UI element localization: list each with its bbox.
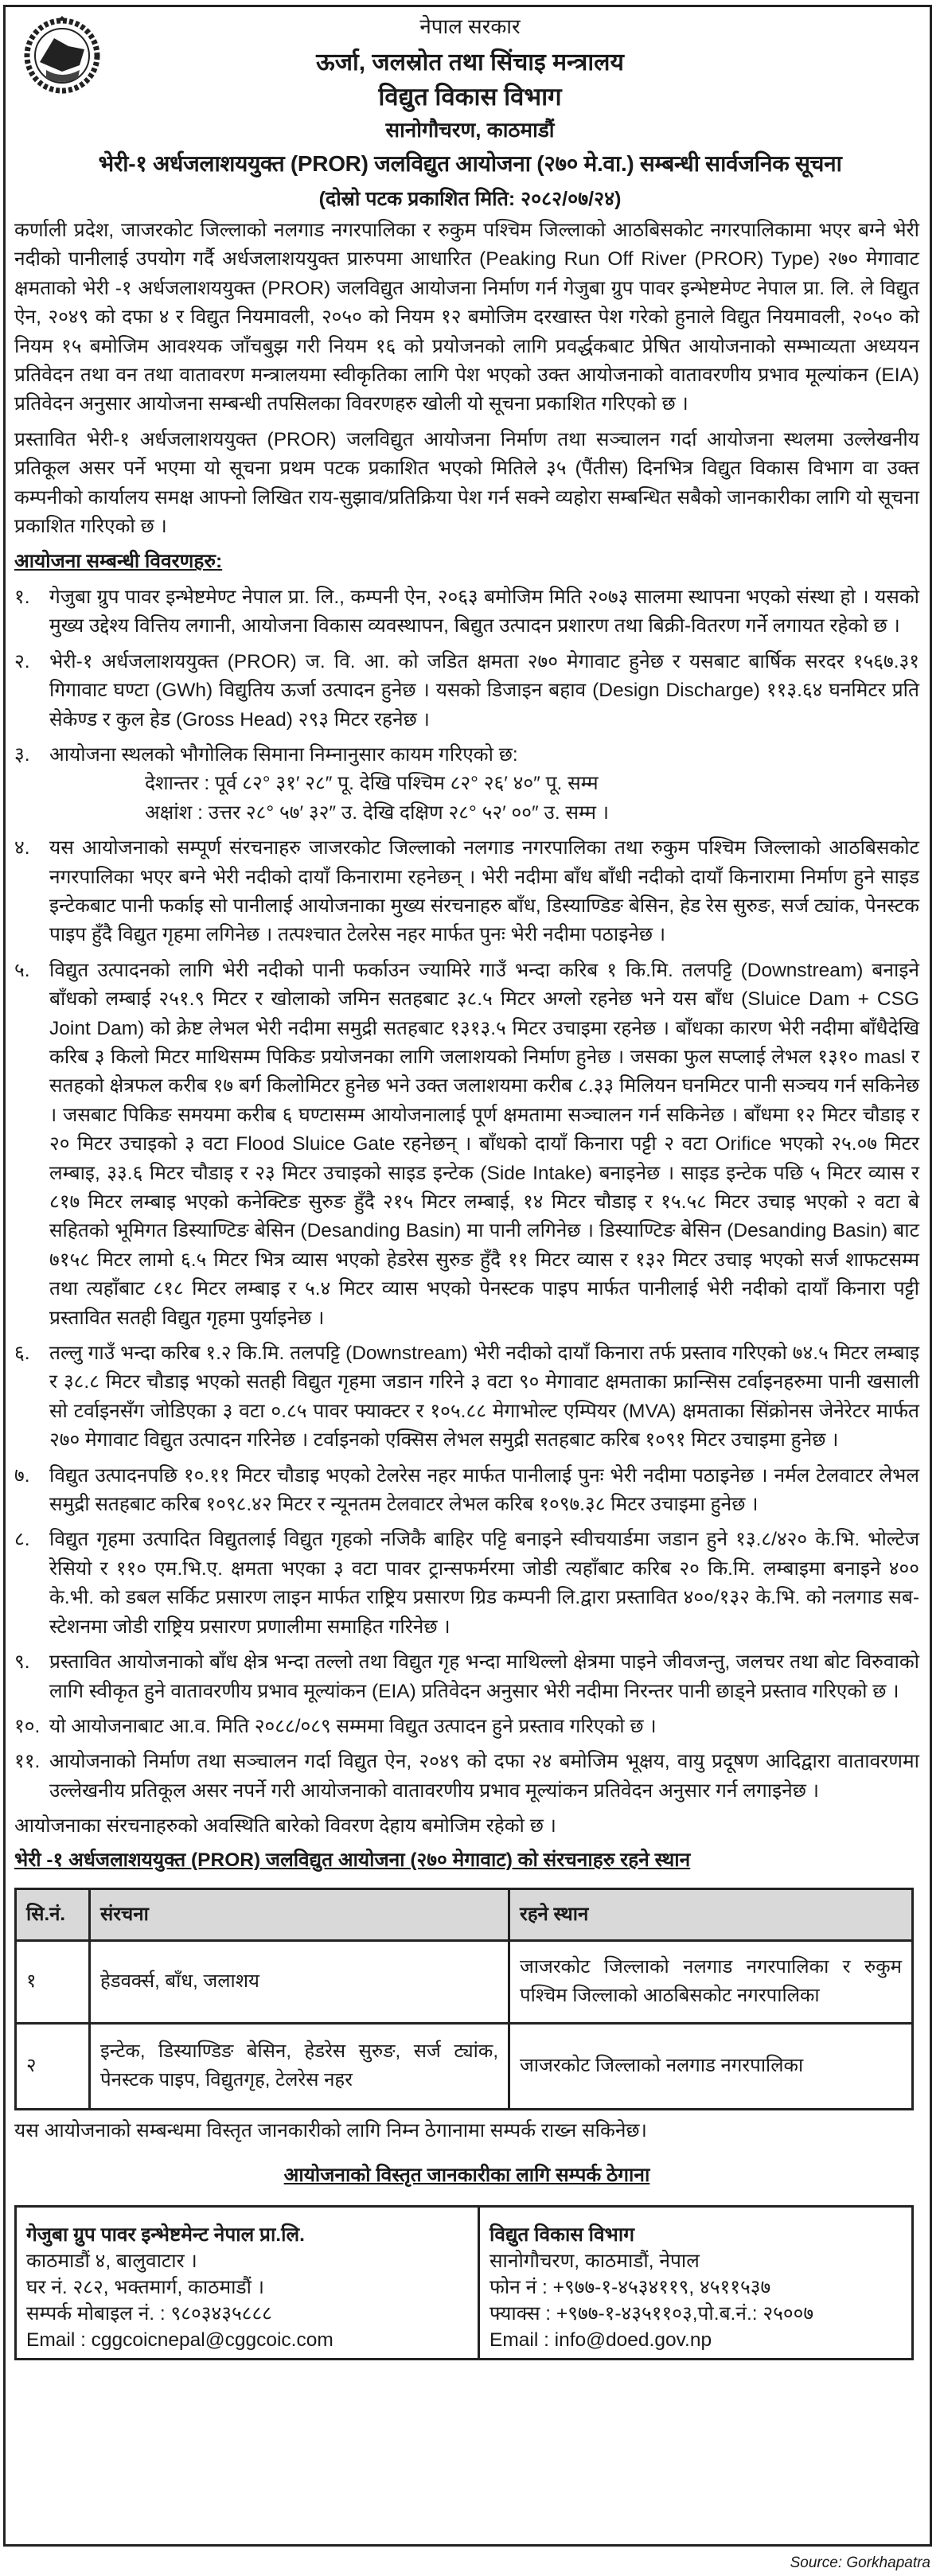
item-number: ३.: [14, 743, 30, 766]
item-text: यस आयोजनाको सम्पूर्ण संरचनाहरु जाजरकोट जिल्लाको नलगाड नगरपालिका तथा रुकुम पश्चिम जिल्लाको आठबिसकोट नगरपालिका भएर बग्ने भेरी नदीको दायाँ किनारामा रहनेछन् । भेरी नदीमा बाँध बाँधी नदीको दायाँ किनारामा निर्माण हुने साइड इन्टेकबाट पानी फर्काइ सो पानीलाई आयोजनाका मुख्य संरचनाहरु बाँध, डिस्याण्डिङ बेसिन, हेड रेस सुरुङ, सर्ज ट्यांक, पेनस्टक पाइप हुँदै विद्युत गृहमा लगिनेछ । तत्पश्चात टेलरेस नहर मार्फत पुनः भेरी नदीमा पठाइनेछ ।: [49, 837, 919, 946]
longitude-range: देशान्तर : पूर्व ८२° ३१′ २८″ पू. देखि पश्चिम ८२° २६′ ४०″ पू. सम्म: [145, 773, 599, 795]
list-item: [14, 1748, 919, 1806]
table-cell: जाजरकोट जिल्लाको नलगाड नगरपालिका: [509, 2023, 913, 2109]
list-item: [14, 648, 919, 735]
list-item: [14, 1339, 919, 1456]
column-header: सि.नं.: [16, 1888, 90, 1940]
table-cell: १: [16, 1940, 90, 2023]
intro-paragraph: प्रस्तावित भेरी-१ अर्धजलाशययुक्त (PROR) जलविद्युत आयोजना निर्माण तथा सञ्चालन गर्दा आयोजना स्थलमा उल्लेखनीय प्रतिकूल असर पर्ने भएमा यो सूचना प्रथम पटक प्रकाशित भएको मितिले ३५ (पैंतीस) दिनभित्र विद्युत विकास विभाग वा उक्त कम्पनीको कार्यालय समक्ष आफ्नो लिखित राय-सुझाव/प्रतिक्रिया पेश गर्न सक्ने व्यहोरा सम्बन्धित सबैको जानकारीका लागि यो सूचना प्रकाशित गरिएको छ ।: [14, 428, 919, 538]
item-number: १०.: [14, 1715, 41, 1737]
notice-body: [14, 216, 919, 2360]
contact-line: सानोगौचरण, काठमाडौं, नेपाल: [490, 2250, 700, 2272]
column-header: संरचना: [90, 1888, 509, 1940]
contact-line: काठमाडौं ४, बालुवाटार ।: [26, 2250, 197, 2272]
column-header: रहने स्थान: [509, 1888, 913, 1940]
list-item: [14, 834, 919, 950]
contact-email[interactable]: Email : info@doed.gov.np: [490, 2329, 712, 2351]
contact-name: गेजुबा ग्रुप पावर इन्भेष्टमेन्ट नेपाल प्रा.लि.: [26, 2223, 305, 2246]
table-title: भेरी -१ अर्धजलाशययुक्त (PROR) जलविद्युत आयोजना (२७० मेगावाट) को संरचनाहरु रहने स्थान: [14, 1849, 691, 1871]
table-cell: २: [16, 2023, 90, 2109]
item-text: गेजुबा ग्रुप पावर इन्भेष्टमेण्ट नेपाल प्रा. लि., कम्पनी ऐन, २०६३ बमोजिम मिति २०७३ सालमा स्थापना भएको संस्था हो । यसको मुख्य उद्देश्य वित्तिय लगानी, आयोजना विकास व्यवस्थापन, बिद्युत उत्पादन प्रशारण तथा बिक्री-वितरण गर्ने लगायत रहेको छ ।: [49, 586, 919, 637]
structures-table: [14, 1888, 914, 2110]
item-text: भेरी-१ अर्धजलाशययुक्त (PROR) ज. वि. आ. को जडित क्षमता २७० मेगावाट हुनेछ र यसबाट बार्षिक सरदर १५६७.३१ गिगावाट घण्टा (GWh) विद्युतिय ऊर्जा उत्पादन हुनेछ । यसको डिजाइन बहाव (Design Discharge) ११३.६४ घनमिटर प्रति सेकेण्ड र कुल हेड (Gross Head) २९३ मिटर रहनेछ ।: [49, 650, 919, 731]
contact-phone: सम्पर्क मोबाइल नं. : ९८०३४३५८८८: [26, 2302, 272, 2325]
item-number: ५.: [14, 959, 30, 981]
item-text: तल्लु गाउँ भन्दा करिब १.२ कि.मि. तलपट्टि (Downstream) भेरी नदीको दायाँ किनारा तर्फ प्रस्ताव गरिएको ७४.५ मिटर लम्बाइ र ३८.८ मिटर चौडाइ भएको सतही विद्युत गृहमा जडान गरिने ३ वटा ९० मेगावाट क्षमताका फ्रान्सिस टर्वाइनहरुमा पानी खसाली सो टर्वाइनसँग जोडिएका ३ वटा ०.८५ पावर फ्याक्टर र १०५.८८ मेगाभोल्ट एम्पियर (MVA) क्षमताका सिंक्रोनस जेनेरेटर मार्फत २७० मेगावाट विद्युत उत्पादन गरिनेछ । टर्वाइनको एक्सिस लेभल समुद्री सतहबाट करिब १०९१ मिटर उचाइमा हुनेछ ।: [49, 1343, 919, 1452]
contact-note: यस आयोजनाको सम्बन्धमा विस्तृत जानकारीको लागि निम्न ठेगानामा सम्पर्क राख्न सकिनेछ।: [14, 2119, 647, 2141]
contact-email[interactable]: Email : cggcoicnepal@cggcoic.com: [26, 2329, 333, 2351]
table-cell: हेडवर्क्स, बाँध, जलाशय: [90, 1940, 509, 2023]
item-number: ९.: [14, 1651, 30, 1674]
details-heading: आयोजना सम्बन्धी विवरणहरु:: [14, 551, 223, 573]
list-item: [14, 957, 919, 1333]
item-number: ४.: [14, 837, 30, 859]
table-row: [16, 1940, 913, 2023]
ministry-name: ऊर्जा, जलस्रोत तथा सिंचाइ मन्त्रालय: [316, 49, 624, 76]
item-text: यो आयोजनाबाट आ.व. मिति २०८८/०८९ सम्ममा विद्युत उत्पादन हुने प्रस्ताव गरिएको छ ।: [49, 1715, 657, 1737]
department-location: सानोगौचरण, काठमाडौं: [385, 118, 555, 142]
item-text: विद्युत उत्पादनपछि १०.११ मिटर चौडाइ भएको टेलरेस नहर मार्फत पानीलाई पुनः भेरी नदीमा पठाइनेछ । नर्मल टेलवाटर लेभल समुद्री सतहबाट करिब १०९८.४२ मिटर र न्यूनतम टेलवाटर लेभल करिब १०९७.३८ मिटर उचाइमा हुनेछ ।: [49, 1464, 919, 1516]
item-text: प्रस्तावित आयोजनाको बाँध क्षेत्र भन्दा तल्लो तथा विद्युत गृह भन्दा माथिल्लो क्षेत्रमा पाइने जीवजन्तु, जलचर तथा बोट विरुवाको लागि स्वीकृत हुने वातावरणीय प्रभाव मूल्यांकन (EIA) प्रतिवेदन अनुसार भेरी नदीमा निरन्तर पानी छाड्ने प्रस्ताव गरिएको छ ।: [49, 1651, 919, 1702]
contact-title: आयोजनाको विस्तृत जानकारीका लागि सम्पर्क ठेगाना: [283, 2165, 650, 2187]
source-credit: Source: Gorkhapatra: [790, 2555, 930, 2571]
table-cell: इन्टेक, डिस्याण्डिङ बेसिन, हेडरेस सुरुङ, सर्ज ट्यांक, पेनस्टक पाइप, विद्युतगृह, टेलरेस नहर: [90, 2023, 509, 2109]
contact-name: विद्युत विकास विभाग: [490, 2223, 635, 2246]
contact-box: [14, 2205, 914, 2360]
latitude-range: अक्षांश : उत्तर २८° ५७′ ३२″ उ. देखि दक्षिण २८° ५२′ ००″ उ. सम्म ।: [145, 801, 610, 824]
table-header-row: [16, 1888, 913, 1940]
item-text: विद्युत गृहमा उत्पादित विद्युतलाई विद्युत गृहको नजिकै बाहिर पट्टि बनाइने स्वीचयार्डमा जडान हुने १३.८/४२० के.भि. भोल्टेज रेसियो र ११० एम.भि.ए. क्षमता भएका ३ वटा पावर ट्रान्सफर्मरमा जोडी त्यहाँबाट करिब २० कि.मि. लम्बाइमा बनाइने ४०० के.भी. को डबल सर्किट प्रसारण लाइन मार्फत राष्ट्रिय प्रसारण ग्रिड कम्पनी लि.द्वारा प्रस्तावित ४००/१३२ के.भि. को नलगाड सब-स्टेशनमा जोडी राष्ट्रिय प्रसारण प्रणालीमा समाहित गरिनेछ ।: [49, 1529, 919, 1638]
item-text: आयोजनाको निर्माण तथा सञ्चालन गर्दा विद्युत ऐन, २०४९ को दफा २४ बमोजिम भूक्षय, वायु प्रदूषण आदिद्वारा वातावरणमा उल्लेखनीय प्रतिकूल असर नपर्ने गरी आयोजनाको वातावरणीय प्रभाव मूल्यांकन प्रतिवेदन अनुसार गर्न लगाइनेछ ।: [49, 1751, 919, 1802]
table-cell: जाजरकोट जिल्लाको नलगाड नगरपालिका र रुकुम पश्चिम जिल्लाको आठबिसकोट नगरपालिका: [509, 1940, 913, 2023]
item-number: ११.: [14, 1751, 41, 1773]
item-text: विद्युत उत्पादनको लागि भेरी नदीको पानी फर्काउन ज्यामिरे गाउँ भन्दा करिब १ कि.मि. तलपट्टि (Downstream) बनाइने बाँधको लम्बाई २५१.९ मिटर र खोलाको जमिन सतहबाट ३८.५ मिटर अग्लो रहनेछ भने यस बाँध (Sluice Dam + CSG Joint Dam) को क्रेष्ट लेभल भेरी नदीमा समुद्री सतहबाट १३१३.५ मिटर उचाइमा रहनेछ । बाँधका कारण भेरी नदीमा बाँधैदेखि करिब ३ किलो मिटर माथिसम्म पिकिङ प्रयोजनका लागि जलाशयको निर्माण हुनेछ । जसका फुल सप्लाई लेभल १३१० masl र सतहको क्षेत्रफल करीब १७ बर्ग किलोमिटर हुनेछ भने उक्त जलाशयमा करीब ८.३३ मिलियन घनमिटर पानी सञ्चय गर्न सकिनेछ । जसबाट पिकिङ समयमा करीब ६ घण्टासम्म आयोजनालाई पूर्ण क्षमतामा सञ्चालन गर्न सकिनेछ । बाँधमा १२ मिटर चौडाइ र २० मिटर उचाइको ३ वटा Flood Sluice Gate रहनेछन् । बाँधको दायाँ किनारा पट्टी २ वटा Orifice भएको २५.०७ मिटर लम्बाइ, ३३.६ मिटर चौडाइ र २३ मिटर उचाइको साइड इन्टेक (Side Intake) बनाइनेछ । साइड इन्टेक पछि ५ मिटर व्यास र ८१७ मिटर लम्बाइ भएको कनेक्टिङ सुरुङ हुँदै २१५ मिटर लम्बाई, १४ मिटर चौडाइ र १५.५८ मिटर उचाइ भएको २ वटा बे सहितको भूमिगत डिस्याण्टिङ बेसिन (Desanding Basin) मा पानी लगिनेछ । डिस्याण्टिङ बेसिन (Desanding Basin) बाट ७१५८ मिटर लामो ६.५ मिटर भित्र व्यास भएको हेडरेस सुरुङ हुँदै ११ मिटर व्यास र १३२ मिटर उचाइ भएको सर्ज शाफटसम्म तथा त्यहाँबाट ८१८ मिटर लम्बाइ र ५.४ मिटर व्यास भएको पेनस्टक पाइप मार्फत पानीलाई भेरी नदीको दायाँ किनारा पट्टी प्रस्तावित सतही विद्युत गृहमा पुर्याइनेछ ।: [49, 959, 920, 1329]
table-row: [16, 2023, 913, 2109]
structures-intro: आयोजनाका संरचनाहरुको अवस्थिति बारेको विवरण देहाय बमोजिम रहेको छ ।: [14, 1815, 556, 1837]
company-contact: [17, 2208, 480, 2358]
list-item: [14, 1713, 919, 1741]
item-text: आयोजना स्थलको भौगोलिक सिमाना निम्नानुसार कायम गरिएको छ:: [49, 743, 518, 766]
publication-date: (दोस्रो पटक प्रकाशित मिति: २०८२/०७/२४): [318, 188, 622, 210]
department-contact: [480, 2208, 823, 2358]
item-number: ८.: [14, 1529, 30, 1551]
list-item: [14, 741, 919, 828]
item-number: ७.: [14, 1464, 30, 1487]
list-item: [14, 1462, 919, 1520]
list-item: [14, 1648, 919, 1706]
item-number: २.: [14, 650, 30, 672]
contact-line: घर नं. २८२, भक्तमार्ग, काठमाडौं ।: [26, 2276, 265, 2298]
notice-title: भेरी-१ अर्धजलाशययुक्त (PROR) जलविद्युत आयोजना (२७० मे.वा.) सम्बन्धी सार्वजनिक सूचना: [98, 151, 842, 176]
item-number: १.: [14, 586, 30, 608]
contact-phone: फोन नं : +९७७-१-४५३४११९, ४५११५३७: [490, 2276, 771, 2298]
list-item: [14, 583, 919, 641]
government-name: नेपाल सरकार: [419, 14, 521, 38]
contact-fax: फ्याक्स : +९७७-१-४३५११०३,पो.ब.नं.: २५००७: [490, 2302, 814, 2325]
intro-paragraph: कर्णाली प्रदेश, जाजरकोट जिल्लाको नलगाड नगरपालिका र रुकुम पश्चिम जिल्लाको आठबिसकोट नगरपालिकामा भएर बग्ने भेरी नदीको पानीलाई उपयोग गर्दै अर्धजलाशययुक्त प्रारुपमा आधारित (Peaking Run Off River (PROR) Type) २७० मेगावाट क्षमताको भेरी -१ अर्धजलाशययुक्त (PROR) जलविद्युत आयोजना निर्माण गर्न गेजुबा ग्रुप पावर इन्भेष्टमेण्ट नेपाल प्रा. लि. ले विद्युत ऐन, २०४९ को दफा ४ र विद्युत नियमावली, २०५० को नियम १२ बमोजिम दरखास्त पेश गरेको हुनाले विद्युत नियमावली, २०५० को नियम १५ बमोजिम आवश्यक जाँचबुझ गरी नियम १६ को प्रयोजनको लागि प्रवर्द्धकबाट प्रेषित आयोजनाको सम्भाव्यता अध्ययन प्रतिवेदन तथा वन तथा वातावरण मन्त्रालयमा स्वीकृतिका लागि पेश भएको उक्त आयोजनाको वातावरणीय प्रभाव मूल्यांकन (EIA) प्रतिवेदन अनुसार आयोजना सम्बन्धी तपसिलका विवरणहरु खोली यो सूचना प्रकाशित गरिएको छ ।: [14, 220, 919, 415]
department-name: विद्युत विकास विभाग: [378, 83, 562, 111]
item-number: ६.: [14, 1343, 30, 1365]
list-item: [14, 1526, 919, 1642]
